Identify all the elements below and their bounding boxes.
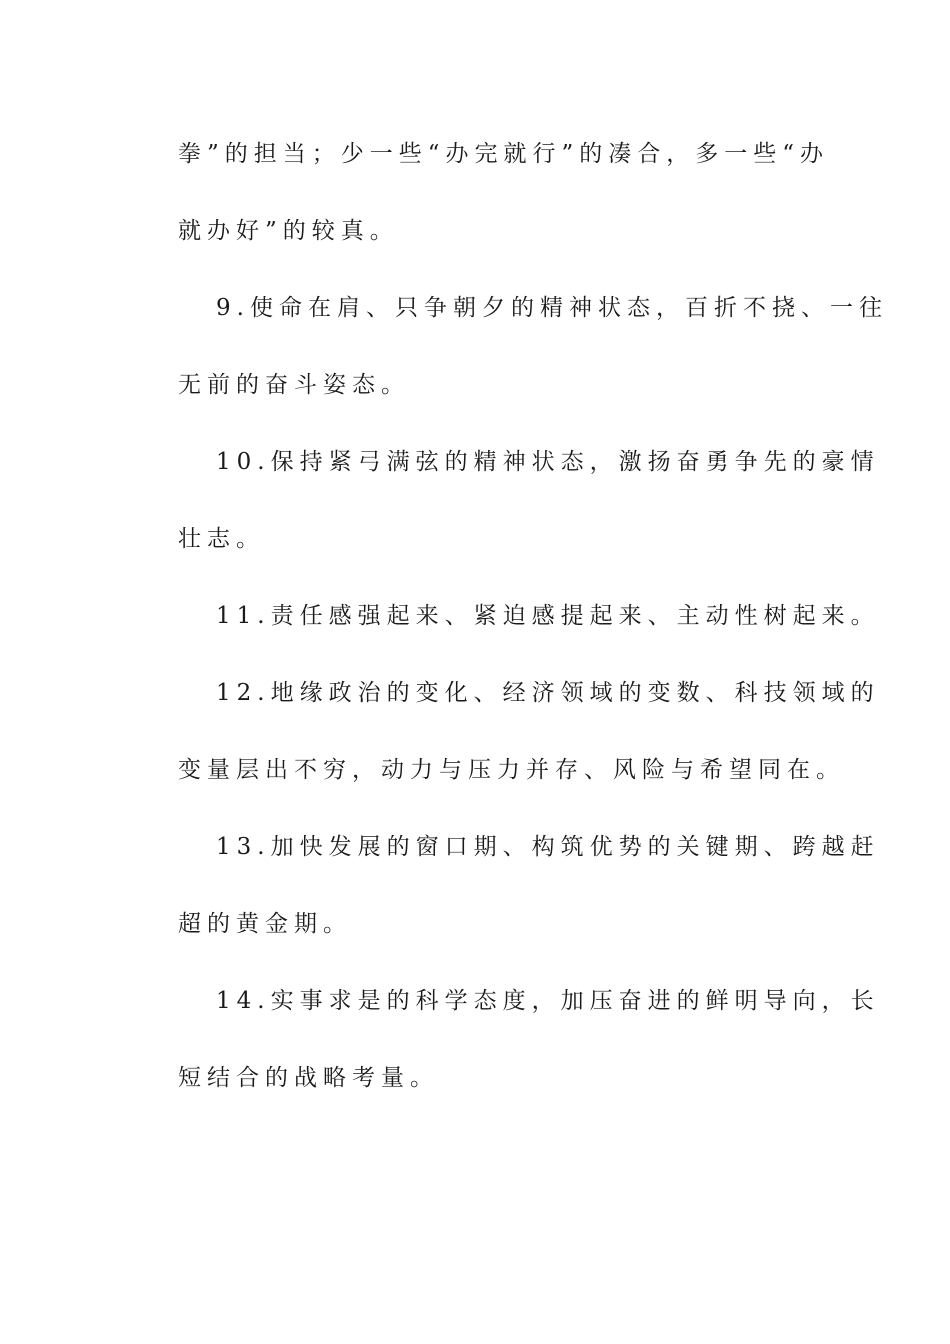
paragraph-item-13 <box>178 828 880 943</box>
document-body <box>178 135 888 1136</box>
paragraph-item-10 <box>178 443 880 558</box>
paragraph-line: 短结合的战略考量。 <box>178 1065 439 1091</box>
paragraph-item-9 <box>178 289 888 404</box>
paragraph-item-14 <box>178 982 880 1097</box>
paragraph-line: 11.责任感强起来、紧迫感提起来、主动性树起来。 <box>216 603 880 629</box>
paragraph-line: 就办好”的较真。 <box>178 218 399 244</box>
paragraph-line: 12.地缘政治的变化、经济领域的变数、科技领域的 <box>216 680 880 706</box>
paragraph-line: 10.保持紧弓满弦的精神状态，激扬奋勇争先的豪情 <box>216 449 880 475</box>
paragraph-continuation <box>178 135 830 250</box>
paragraph-line: 13.加快发展的窗口期、构筑优势的关键期、跨越赶 <box>216 834 880 860</box>
paragraph-line: 超的黄金期。 <box>178 911 352 937</box>
paragraph-item-11 <box>178 597 880 635</box>
paragraph-line: 壮志。 <box>178 526 265 552</box>
paragraph-line: 无前的奋斗姿态。 <box>178 372 410 398</box>
paragraph-line: 拳”的担当；少一些“办完就行”的凑合，多一些“办 <box>178 141 830 167</box>
paragraph-line: 9.使命在肩、只争朝夕的精神状态，百折不挠、一往 <box>216 295 888 321</box>
paragraph-line: 14.实事求是的科学态度，加压奋进的鲜明导向，长 <box>216 988 880 1014</box>
paragraph-line: 变量层出不穷，动力与压力并存、风险与希望同在。 <box>178 757 845 783</box>
paragraph-item-12 <box>178 674 880 789</box>
